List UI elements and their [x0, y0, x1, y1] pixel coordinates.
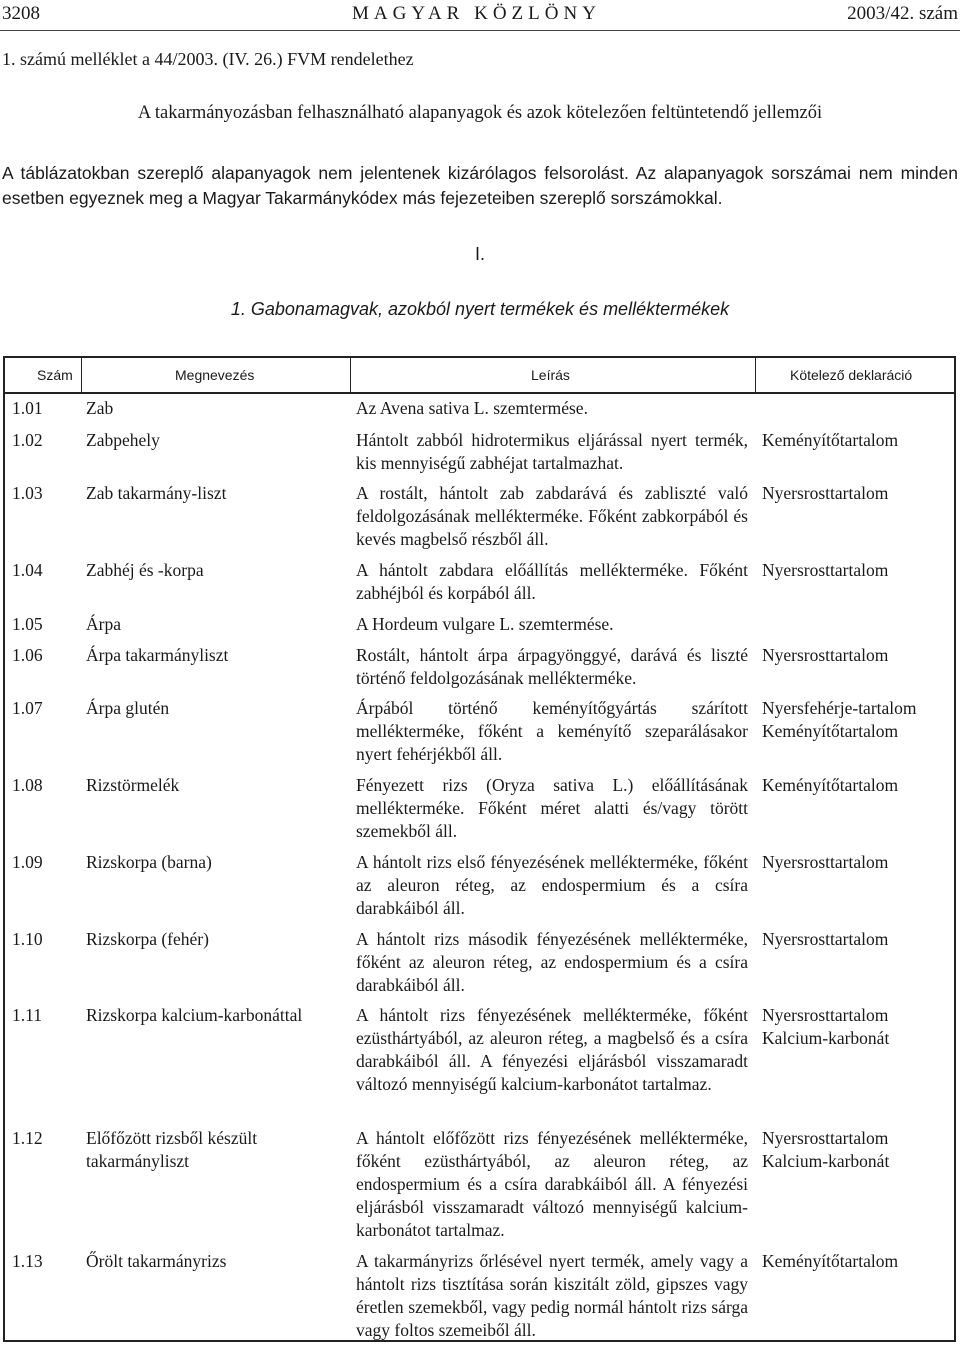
- row-description: A hántolt zabdara előállítás mellékterméke. Főként zabhéjból és korpából áll.: [356, 560, 748, 603]
- declaration-item: Keményítőtartalom: [762, 430, 899, 450]
- table-header: [3, 356, 956, 394]
- column-divider-2: [350, 394, 351, 1342]
- header-divider: [0, 30, 960, 31]
- intro-paragraph: A táblázatokban szereplő alapanyagok nem jelentenek kizárólagos felsorolást. Az alapanyagok sorszámai nem minden esetben egyeznek meg a Magyar Takarmánykódex más fejezeteiben szereplő sorszámokkal.: [2, 163, 958, 208]
- row-number: 1.01: [12, 398, 43, 418]
- row-name: Árpa glutén: [86, 698, 170, 718]
- row-declaration: [762, 1250, 952, 1273]
- row-description: A hántolt rizs fényezésének mellékterméke, főként ezüsthártyából, az aleuron réteg, a magbelső és a csíra darabkáiból áll. A fényezési eljárásból visszamaradt változó mennyiségű kalcium-karbonátot tartalmaz.: [356, 1005, 748, 1094]
- row-number: 1.04: [12, 560, 43, 580]
- declaration-item: Nyersrosttartalom: [762, 852, 889, 872]
- row-number: 1.09: [12, 852, 43, 872]
- row-description: Hántolt zabból hidrotermikus eljárással nyert termék, kis mennyiségű zabhéjat tartalmazhat.: [356, 430, 748, 473]
- declaration-item: Keményítőtartalom: [762, 1251, 899, 1271]
- declaration-item: Nyersrosttartalom: [762, 929, 889, 949]
- declaration-item: Nyersrosttartalom: [762, 560, 889, 580]
- header-szam: Szám: [37, 367, 73, 383]
- declaration-item: Keményítőtartalom: [762, 721, 899, 741]
- declaration-item: Kalcium-karbonát: [762, 1151, 890, 1171]
- header-divider-1: [81, 356, 82, 394]
- row-description: A hántolt rizs második fényezésének mellékterméke, főként az aleuron réteg, az endospermium és a csíra darabkáiból áll.: [356, 929, 748, 995]
- row-declaration: [762, 644, 952, 667]
- row-declaration: [762, 559, 952, 582]
- publication-title: MAGYAR KÖZLÖNY: [352, 3, 601, 24]
- row-name: Rizstörmelék: [86, 775, 180, 795]
- row-name: Rizskorpa (fehér): [86, 929, 209, 949]
- chapter-number: I.: [474, 244, 485, 264]
- row-description: Az Avena sativa L. szemtermése.: [356, 398, 588, 418]
- row-description: Árpából történő keményítőgyártás szárított mellékterméke, főként a keményítő szeparálásakor nyert fehérjékből áll.: [356, 698, 748, 764]
- header-leiras: Leírás: [531, 367, 570, 383]
- row-description: A takarmányrizs őrlésével nyert termék, amely vagy a hántolt rizs tisztítása során kiszitált zöld, gipszes vagy éretlen szemekből, vagy pedig normál hántolt rizs sárga vagy foltos szemeiből áll.: [356, 1251, 748, 1340]
- declaration-item: Nyersrosttartalom: [762, 483, 889, 503]
- row-description: A rostált, hántolt zab zabdarává és zabliszté való feldolgozásának mellékterméke. Főként zabkorpából és kevés magbelső részből áll.: [356, 483, 748, 549]
- row-description: A hántolt előfőzött rizs fényezésének mellékterméke, főként ezüsthártyából, az aleuron réteg, az endospermium és a csíra darabkáiból áll. A fényezési eljárásból visszamaradt változó mennyiségű kalcium-karbonátot tartalmaz.: [356, 1128, 748, 1240]
- row-description: A hántolt rizs első fényezésének mellékterméke, főként az aleuron réteg, az endospermium és a csíra darabkáiból áll.: [356, 852, 748, 918]
- header-divider-3: [755, 356, 756, 394]
- declaration-item: Nyersrosttartalom: [762, 1005, 889, 1025]
- row-name: Zab takarmány-liszt: [86, 483, 227, 503]
- row-declaration: [762, 928, 952, 951]
- row-name: Rizskorpa kalcium-karbonáttal: [86, 1005, 303, 1025]
- row-name: Előfőzött rizsből készült takarmányliszt: [86, 1128, 258, 1171]
- row-number: 1.10: [12, 929, 43, 949]
- row-number: 1.11: [12, 1005, 42, 1025]
- header-divider-2: [350, 356, 351, 394]
- row-name: Árpa: [86, 614, 121, 634]
- row-description: A Hordeum vulgare L. szemtermése.: [356, 614, 614, 634]
- row-declaration: [762, 774, 952, 797]
- row-number: 1.12: [12, 1128, 43, 1148]
- declaration-item: Nyersrosttartalom: [762, 1128, 889, 1148]
- row-name: Zabpehely: [86, 430, 160, 450]
- row-name: Árpa takarmányliszt: [86, 645, 229, 665]
- declaration-item: Nyersrosttartalom: [762, 645, 889, 665]
- declaration-item: Kalcium-karbonát: [762, 1028, 890, 1048]
- header-megnevezes: Megnevezés: [175, 367, 255, 383]
- row-number: 1.06: [12, 645, 43, 665]
- document-title: A takarmányozásban felhasználható alapanyagok és azok kötelezően feltüntetendő jellemzői: [137, 103, 823, 123]
- declaration-item: Keményítőtartalom: [762, 775, 899, 795]
- issue-number: 2003/42. szám: [847, 3, 958, 24]
- row-declaration: [762, 851, 952, 874]
- column-divider-1: [81, 394, 82, 1342]
- header-deklaracio: Kötelező deklaráció: [790, 367, 913, 383]
- annex-reference: 1. számú melléklet a 44/2003. (IV. 26.) FVM rendelethez: [2, 49, 414, 69]
- row-name: Őrölt takarmányrizs: [86, 1251, 227, 1271]
- row-name: Rizskorpa (barna): [86, 852, 212, 872]
- row-number: 1.13: [12, 1251, 43, 1271]
- column-divider-3: [755, 394, 756, 1342]
- row-number: 1.03: [12, 483, 43, 503]
- row-declaration: [762, 482, 952, 505]
- row-number: 1.08: [12, 775, 43, 795]
- row-description: Fényezett rizs (Oryza sativa L.) előállításának mellékterméke. Főként méret alatti és/vagy törött szemekből áll.: [356, 775, 748, 841]
- row-declaration: [762, 429, 952, 452]
- section-title: 1. Gabonamagvak, azokból nyert termékek és melléktermékek: [230, 299, 730, 319]
- row-declaration: [762, 697, 952, 743]
- row-declaration: [762, 1127, 952, 1173]
- row-name: Zab: [86, 398, 114, 418]
- row-description: Rostált, hántolt árpa árpagyönggyé, darává és liszté történő feldolgozásának mellékterméke.: [356, 645, 748, 688]
- row-number: 1.02: [12, 430, 43, 450]
- row-number: 1.07: [12, 698, 43, 718]
- page-number: 3208: [2, 3, 40, 24]
- row-number: 1.05: [12, 614, 43, 634]
- declaration-item: Nyersfehérje-tartalom: [762, 698, 917, 718]
- row-declaration: [762, 1004, 952, 1050]
- row-name: Zabhéj és -korpa: [86, 560, 204, 580]
